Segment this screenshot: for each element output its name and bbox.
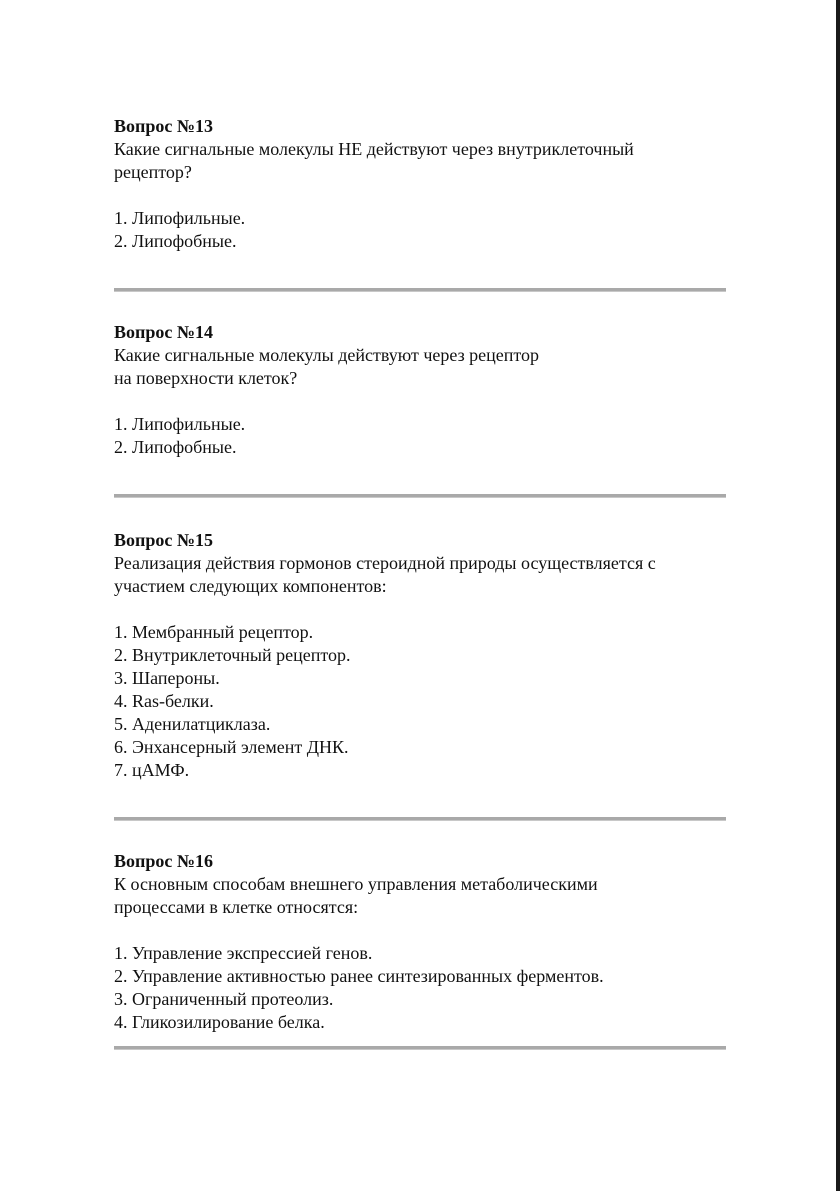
answer-option: 2. Липофобные. bbox=[114, 437, 237, 457]
question-text-line-1: К основным способам внешнего управления метаболическими bbox=[114, 874, 598, 894]
answer-list bbox=[114, 942, 726, 1034]
answer-option: 2. Внутриклеточный рецептор. bbox=[114, 645, 351, 665]
answer-option: 3. Шапероны. bbox=[114, 668, 220, 688]
question-title: Вопрос №15 bbox=[114, 530, 213, 550]
answer-option: 2. Управление активностью ранее синтезированных ферментов. bbox=[114, 966, 604, 986]
question-text-line-2: участием следующих компонентов: bbox=[114, 576, 387, 596]
page-edge bbox=[836, 0, 840, 1191]
section-divider bbox=[114, 817, 726, 821]
section-divider bbox=[114, 288, 726, 292]
answer-option: 1. Управление экспрессией генов. bbox=[114, 943, 373, 963]
question-text-line-2: процессами в клетке относятся: bbox=[114, 897, 359, 917]
answer-list bbox=[114, 207, 726, 253]
answer-list bbox=[114, 413, 726, 459]
question-text-line-2: рецептор? bbox=[114, 162, 192, 182]
answer-option: 2. Липофобные. bbox=[114, 231, 237, 251]
question-16 bbox=[114, 850, 726, 1034]
answer-option: 4. Гликозилирование белка. bbox=[114, 1012, 325, 1032]
question-text-line-2: на поверхности клеток? bbox=[114, 368, 298, 388]
question-14 bbox=[114, 321, 726, 459]
question-13 bbox=[114, 115, 726, 253]
question-15 bbox=[114, 529, 726, 782]
question-text-line-1: Какие сигнальные молекулы НЕ действуют через внутриклеточный bbox=[114, 139, 634, 159]
section-divider bbox=[114, 1046, 726, 1050]
answer-option: 1. Липофильные. bbox=[114, 208, 246, 228]
question-text-line-1: Какие сигнальные молекулы действуют через рецептор bbox=[114, 345, 540, 365]
section-divider bbox=[114, 494, 726, 498]
answer-list bbox=[114, 621, 726, 782]
question-title: Вопрос №13 bbox=[114, 116, 213, 136]
answer-option: 1. Липофильные. bbox=[114, 414, 246, 434]
answer-option: 5. Аденилатциклаза. bbox=[114, 714, 271, 734]
question-text-line-1: Реализация действия гормонов стероидной природы осуществляется с bbox=[114, 553, 656, 573]
answer-option: 3. Ограниченный протеолиз. bbox=[114, 989, 334, 1009]
answer-option: 7. цАМФ. bbox=[114, 760, 190, 780]
question-title: Вопрос №16 bbox=[114, 851, 213, 871]
answer-option: 6. Энхансерный элемент ДНК. bbox=[114, 737, 349, 757]
answer-option: 4. Ras-белки. bbox=[114, 691, 214, 711]
answer-option: 1. Мембранный рецептор. bbox=[114, 622, 314, 642]
question-title: Вопрос №14 bbox=[114, 322, 213, 342]
